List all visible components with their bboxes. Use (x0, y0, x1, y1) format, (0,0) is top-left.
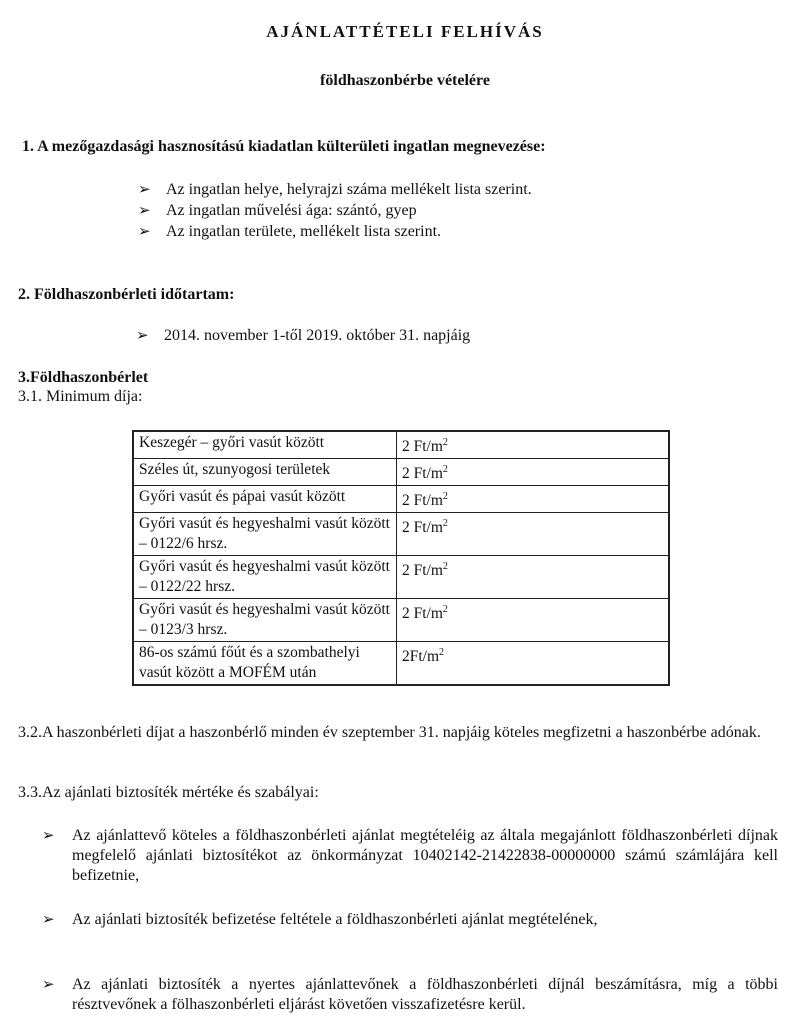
table-row (133, 599, 669, 642)
arrow-bullet-icon: ➢ (138, 182, 151, 198)
fee-cell: 2 $Ft/m^2$ (397, 459, 670, 486)
section3-3-bullet: Az ajánlattevő köteles a földhaszonbérleti ajánlat megtételéig az általa megajánlott földhaszonbérleti díjnak megfelelő ajánlati biztosítékot az önkormányzat 10402142-21422838-00000000 számú számlájára kell befizetnie, (72, 827, 778, 884)
document-title: AJÁNLATTÉTELI FELHÍVÁS (266, 22, 544, 41)
table-row (133, 459, 669, 486)
section3-3-bullet: Az ajánlati biztosíték befizetése feltétele a földhaszonbérleti ajánlat megtételének, (72, 911, 598, 928)
section2-bullet: ➢ 2014. november 1-től 2019. október 31. napjáig (136, 327, 471, 344)
location-cell: Keszegér – győri vasút között (133, 431, 397, 459)
section3-heading: 3.Földhaszonbérlet (18, 369, 149, 386)
table-row (133, 486, 669, 513)
arrow-bullet-icon: ➢ (138, 203, 151, 219)
fee-cell: $2Ft/m^2$ (397, 642, 670, 686)
arrow-bullet-icon: ➢ (42, 828, 55, 844)
location-cell: Győri vasút és hegyeshalmi vasút között – 0122/6 hrsz. (133, 513, 397, 556)
section1-bullet: ➢ Az ingatlan helye, helyrajzi száma mellékelt lista szerint. (138, 181, 532, 198)
fee-cell: 2 $Ft/m^2$ (397, 599, 670, 642)
location-cell: 86-os számú főút és a szombathelyi vasút között a MOFÉM után (133, 642, 397, 686)
arrow-bullet-icon: ➢ (42, 977, 55, 993)
arrow-bullet-icon: ➢ (42, 912, 55, 928)
arrow-bullet-icon: ➢ (136, 328, 149, 344)
fee-cell: 2 $Ft/m^2$ (397, 486, 670, 513)
table-row (133, 556, 669, 599)
section3-2-paragraph: 3.2.A haszonbérleti díjat a haszonbérlő minden év szeptember 31. napjáig köteles megfizetni a haszonbérbe adónak. (18, 724, 761, 741)
fee-cell: 2 $Ft/m^2$ (397, 431, 670, 459)
section3-1-heading: 3.1. Minimum díja: (18, 388, 143, 405)
document-subtitle: földhaszonbérbe vételére (320, 72, 490, 89)
section1-bullet: ➢ Az ingatlan területe, mellékelt lista szerint. (138, 223, 442, 240)
location-cell: Széles út, szunyogosi területek (133, 459, 397, 486)
arrow-bullet-icon: ➢ (138, 224, 151, 240)
section2-heading: 2. Földhaszonbérleti időtartam: (18, 286, 235, 303)
section1-bullet: ➢ Az ingatlan művelési ága: szántó, gyep (138, 202, 417, 219)
fee-cell: 2 $Ft/m^2$ (397, 556, 670, 599)
section3-3-heading: 3.3.Az ajánlati biztosíték mértéke és szabályai: (18, 784, 319, 801)
location-cell: Győri vasút és hegyeshalmi vasút között – 0122/22 hrsz. (133, 556, 397, 599)
section1-heading: 1. A mezőgazdasági hasznosítású kiadatlan külterületi ingatlan megnevezése: (22, 138, 546, 155)
fee-cell: 2 $Ft/m^2$ (397, 513, 670, 556)
section3-3-bullet: Az ajánlati biztosíték a nyertes ajánlattevőnek a földhaszonbérleti díjnál beszámításra, míg a többi résztvevőnek a fölhaszonbérleti eljárást követően visszafizetésre kerül. (72, 976, 778, 1013)
table-row (133, 642, 669, 686)
table-row (133, 431, 669, 459)
table-row (133, 513, 669, 556)
location-cell: Győri vasút és hegyeshalmi vasút között – 0123/3 hrsz. (133, 599, 397, 642)
location-cell: Győri vasút és pápai vasút között (133, 486, 397, 513)
minimum-fee-table (132, 430, 670, 686)
